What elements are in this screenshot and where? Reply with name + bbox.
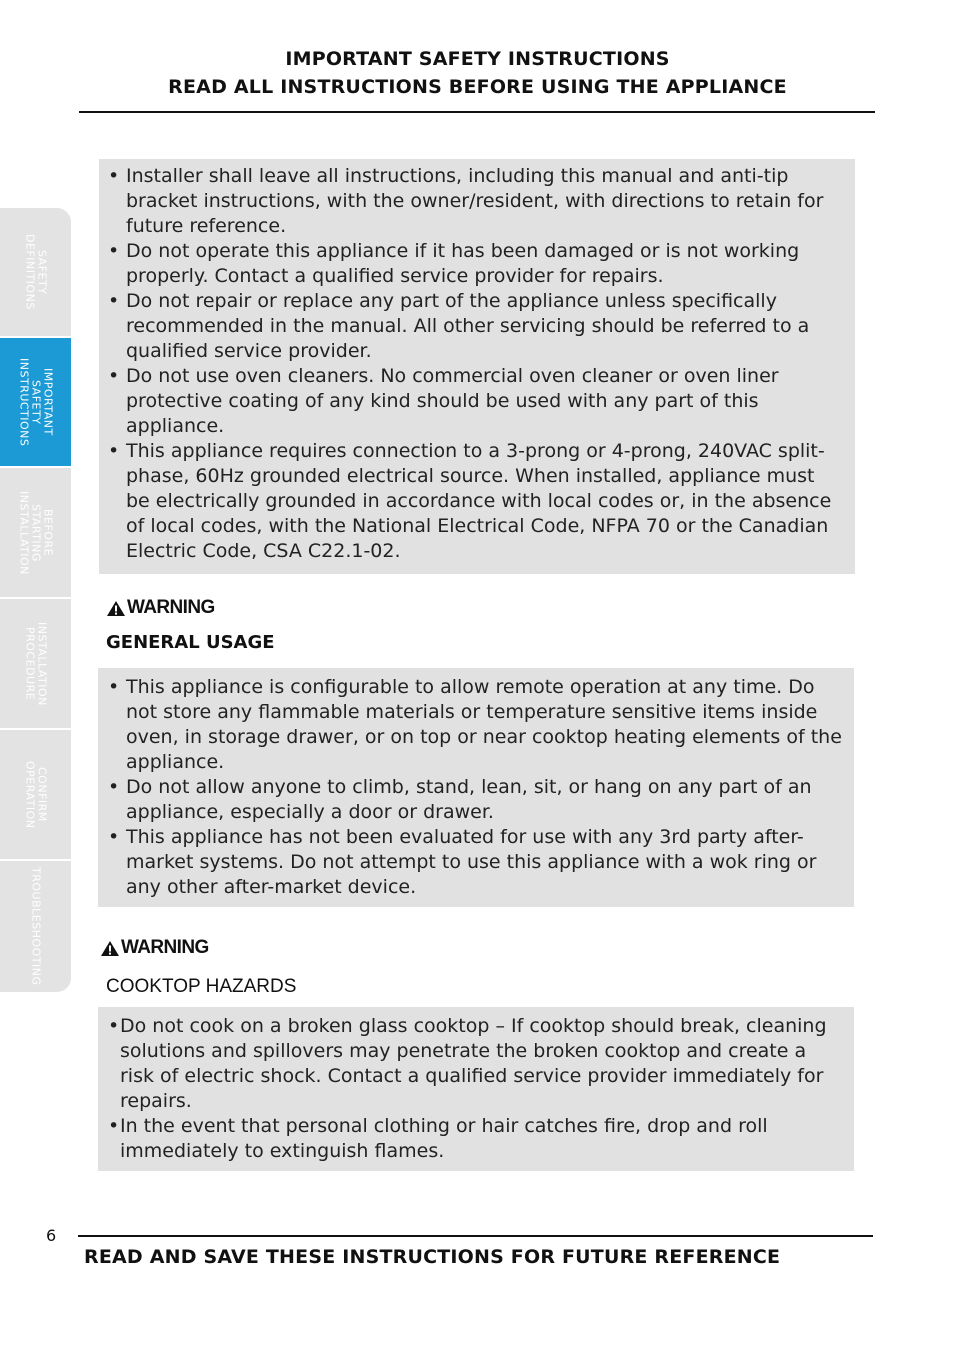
list-item: • Do not cook on a broken glass cooktop – If cooktop should break, cleaning solutions and spillovers may penetrate the broken cooktop and create a risk of electric shock. Contact a qualified service provider immediately for repairs. xyxy=(108,1014,844,1114)
list-item: • This appliance is configurable to allow remote operation at any time. Do not store any flammable materials or temperature sensitive items inside oven, in storage drawer, or on top or near cooktop heating elements of the appliance. xyxy=(108,675,842,775)
tab-before-starting-installation[interactable] xyxy=(0,468,71,599)
instructions-box-1 xyxy=(99,159,855,574)
subheading-general-usage: GENERAL USAGE xyxy=(106,632,275,653)
tab-label: INSTALLATION PROCEDURE xyxy=(23,621,49,706)
tab-troubleshooting[interactable] xyxy=(0,861,71,992)
list-item: • Do not use oven cleaners. No commercial oven cleaner or oven liner protective coating of any kind should be used with any part of this appliance. xyxy=(108,364,843,439)
list-item: • Do not repair or replace any part of the appliance unless specifically recommended in the manual. All other servicing should be referred to a qualified service provider. xyxy=(108,289,843,364)
warning-triangle-icon xyxy=(100,940,120,957)
tab-label: BEFORE STARTING INSTALLATION xyxy=(17,490,55,575)
list-item: • This appliance has not been evaluated for use with any 3rd party after-market systems. Do not attempt to use this appliance with a wok ring or any other after-market device. xyxy=(108,825,842,900)
tab-label: SAFETY DEFINITIONS xyxy=(23,234,49,310)
tab-label: CONFIRM OPERATION xyxy=(23,760,49,829)
list-item: • This appliance requires connection to a 3-prong or 4-prong, 240VAC split-phase, 60Hz grounded electrical source. When installed, appliance must be electrically grounded in accordance with local codes or, in the absence of local codes, with the National Electrical Code, NFPA 70 or the Canadian Electric Code, CSA C22.1-02. xyxy=(108,439,843,564)
warning-text: WARNING xyxy=(121,937,209,958)
list-item: • In the event that personal clothing or hair catches fire, drop and roll immediately to extinguish flames. xyxy=(108,1114,844,1164)
header-title-line1: IMPORTANT SAFETY INSTRUCTIONS xyxy=(285,48,670,70)
tab-important-safety-instructions[interactable] xyxy=(0,338,71,468)
list-item: • Do not operate this appliance if it has been damaged or is not working properly. Contact a qualified service provider for repairs. xyxy=(108,239,843,289)
list-item: • Do not allow anyone to climb, stand, lean, sit, or hang on any part of an appliance, especially a door or drawer. xyxy=(108,775,842,825)
warning-label-cooktop xyxy=(100,937,209,959)
warning-label-general xyxy=(106,597,215,619)
tab-label: TROUBLESHOOTING xyxy=(29,867,43,986)
footer-text: READ AND SAVE THESE INSTRUCTIONS FOR FUTURE REFERENCE xyxy=(84,1246,781,1268)
page-number: 6 xyxy=(46,1226,57,1245)
warning-text: WARNING xyxy=(127,597,215,618)
header-rule xyxy=(79,111,875,113)
tab-safety-definitions[interactable] xyxy=(0,208,71,338)
instructions-box-2 xyxy=(98,668,854,907)
subheading-cooktop-hazards: COOKTOP HAZARDS xyxy=(106,976,297,997)
tab-installation-procedure[interactable] xyxy=(0,599,71,730)
tab-label: IMPORTANT SAFETY INSTRUCTIONS xyxy=(17,357,55,447)
instructions-box-3 xyxy=(98,1007,854,1171)
list-item: • Installer shall leave all instructions, including this manual and anti-tip bracket instructions, with the owner/resident, with directions to retain for future reference. xyxy=(108,164,843,239)
header-title-line2: READ ALL INSTRUCTIONS BEFORE USING THE APPLIANCE xyxy=(168,76,787,98)
footer-rule xyxy=(78,1235,873,1237)
tab-confirm-operation[interactable] xyxy=(0,730,71,861)
warning-triangle-icon xyxy=(106,600,126,617)
